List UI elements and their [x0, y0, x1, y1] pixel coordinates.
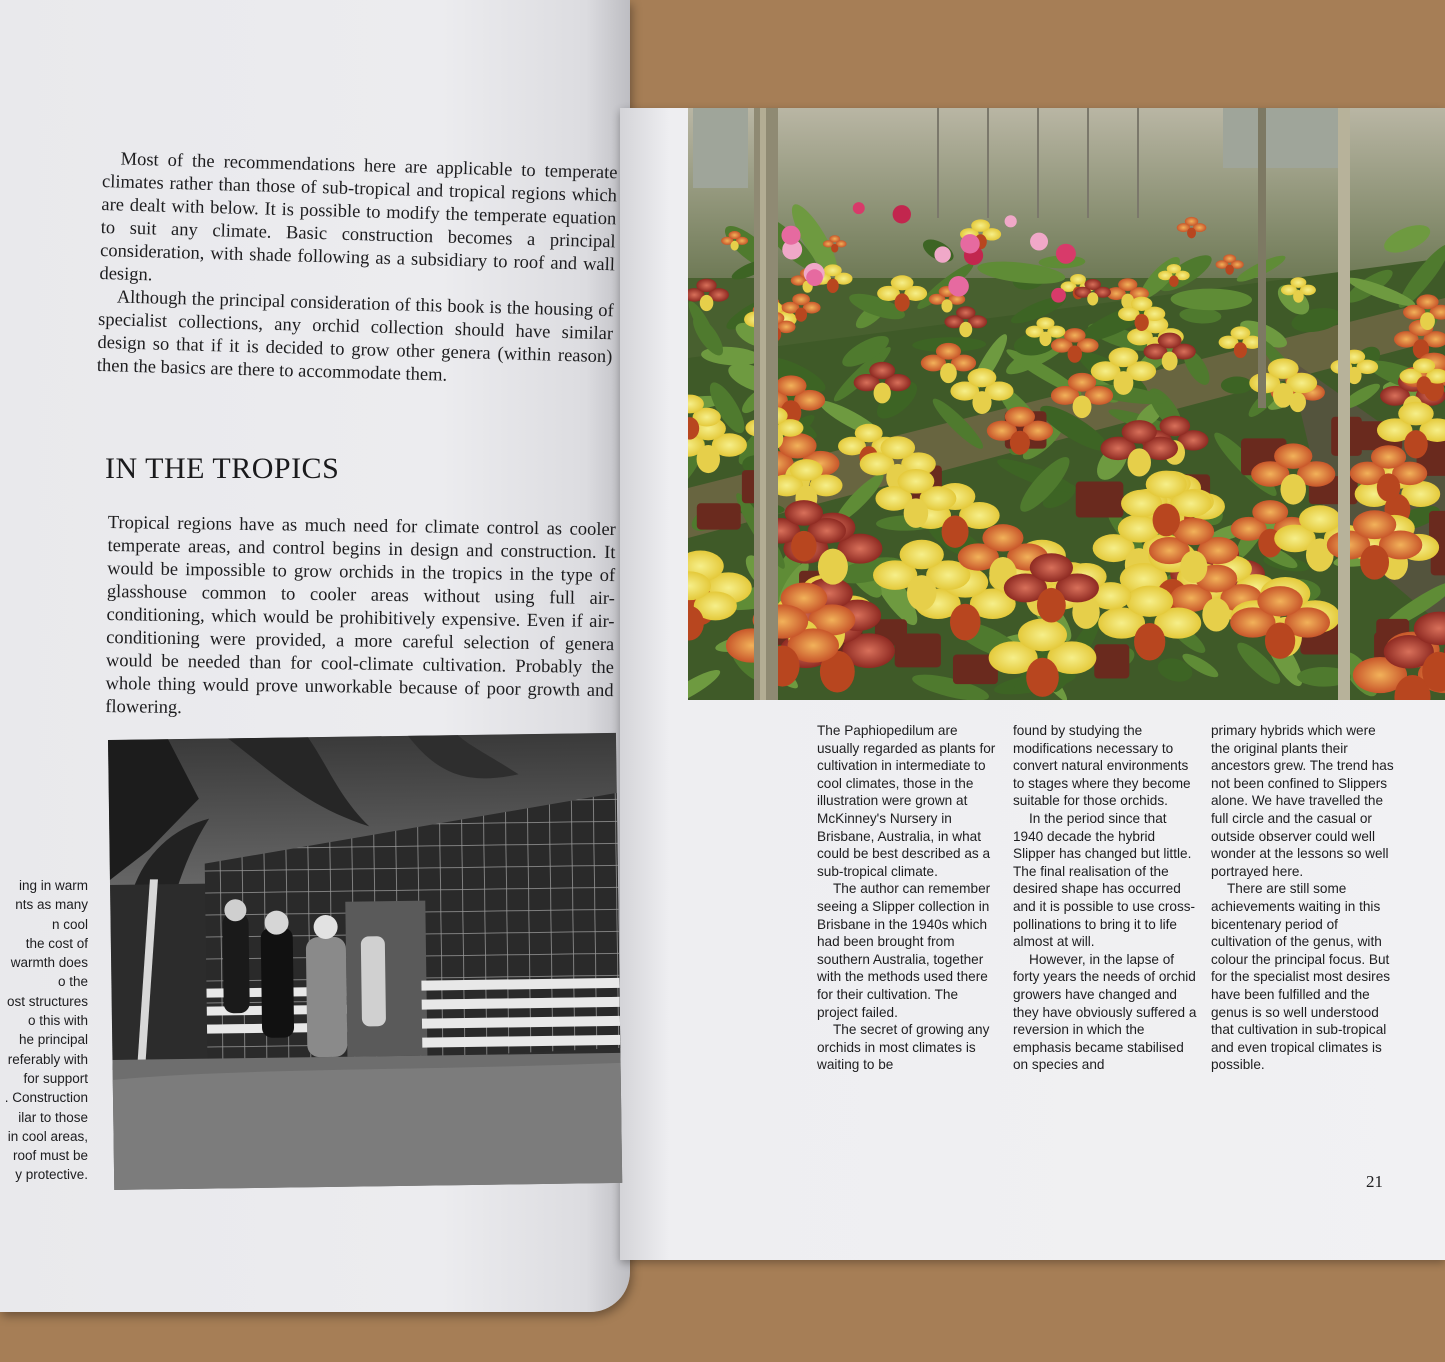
- side-text-line: referably with: [7, 1051, 88, 1067]
- caption-paragraph: There are still some achievements waiting in this bicentenary period of cultivation of the genus, with colour the principal focus. But for the specialist most desires have been fulfilled and the genus is so well understood that cultivation in sub-tropical and even tropical climates is possible.: [1211, 881, 1391, 1073]
- pot-shape: [1076, 482, 1124, 518]
- side-text-line: nts as many: [15, 897, 88, 913]
- side-text-line: the cost of: [25, 935, 88, 951]
- caption-paragraph: primary hybrids which were the original plants their ancestors grew. The trend has not been confined to Slippers alone. We have travelled the full circle and the casual or outside observer could well wonder at the lessons so well portrayed here.: [1211, 723, 1394, 879]
- orchid-greenhouse-illustration: [688, 108, 1445, 700]
- caption-paragraph: However, in the lapse of forty years the needs of orchid growers have changed and they have obviously suffered a reversion in which the emphasis became stabilised on species and: [1013, 951, 1197, 1073]
- side-text-line: ilar to those: [18, 1109, 88, 1125]
- pink-orchid-flower: [853, 202, 865, 214]
- side-text-line: y protective.: [15, 1167, 88, 1183]
- pink-orchid-flower: [1056, 244, 1076, 264]
- intro-paragraph: Most of the recommendations here are applicable to temperate climates rather than those of sub-tropical and tropical regions which are dealt with below. It is possible to modify the temperate equation to suit any climate. Basic construction becomes a principal consideration, with shade following as a subsidiary to roof and wall design.: [99, 149, 618, 286]
- color-photo-orchids: [688, 108, 1445, 700]
- side-text-line: o this with: [27, 1013, 88, 1029]
- side-text-line: in cool areas,: [7, 1128, 88, 1144]
- intro-paragraph: Although the principal consideration of this book is the housing of specialist collections, any orchid collection should have similar design so that if it is decided to grow other genera (within reason) then the basics are there to accommodate them.: [96, 287, 614, 386]
- pink-orchid-flower: [1030, 233, 1048, 251]
- pink-orchid-flower: [806, 269, 823, 286]
- side-text-line: ost structures: [6, 993, 88, 1009]
- caption-paragraph: The secret of growing any orchids in most climates is waiting to be: [817, 1022, 990, 1073]
- bw-photo-shadehouse: [108, 733, 622, 1190]
- side-text-line: . Construction: [4, 1090, 88, 1106]
- pot-shape: [1094, 644, 1129, 678]
- caption-paragraph: The author can remember seeing a Slipper collection in Brisbane in the 1940s which had been brought from southern Australia, together with the methods used there for their cultivation. The project failed.: [817, 881, 991, 1020]
- pot-shape: [895, 633, 941, 667]
- pink-orchid-flower: [781, 226, 800, 245]
- intro-text: [97, 148, 618, 392]
- caption-column-3: [1211, 722, 1396, 1074]
- caption-column-1: [817, 722, 1002, 1074]
- caption-paragraph: In the period since that 1940 decade the hybrid Slipper has changed but little. The final realisation of the desired shape has occurred and it is possible to use cross-pollinations to bring it to life almost at will.: [1013, 810, 1196, 950]
- pink-orchid-flower: [934, 246, 950, 262]
- side-text-line: roof must be: [12, 1148, 88, 1164]
- pink-orchid-flower: [1051, 288, 1066, 303]
- pink-orchid-flower: [893, 205, 911, 223]
- caption-paragraph: found by studying the modifications necessary to convert natural environments to stages where they become suitable for those orchids.: [1013, 723, 1191, 809]
- side-text-line: n cool: [51, 916, 88, 932]
- page-number: 21: [1366, 1172, 1383, 1191]
- tropics-text: [105, 512, 616, 726]
- side-text-fragment: [0, 876, 88, 1185]
- side-text-line: he principal: [18, 1032, 88, 1048]
- side-text-line: warmth does: [10, 955, 88, 971]
- side-text-line: ing in warm: [18, 878, 88, 893]
- side-text-line: o the: [57, 974, 88, 990]
- pink-orchid-flower: [948, 276, 968, 296]
- pink-orchid-flower: [960, 234, 979, 253]
- caption-column-2: [1013, 722, 1198, 1074]
- pot-shape: [697, 503, 741, 529]
- side-text-line: for support: [23, 1070, 88, 1086]
- bw-photo-illustration: [108, 733, 622, 1190]
- section-heading: IN THE TROPICS: [105, 452, 340, 485]
- caption-paragraph: The Paphiopedilum are usually regarded as plants for cultivation in intermediate to cool climates, those in the illustration were grown at McKinney's Nursery in Brisbane, Australia, in what could be best described as a sub-tropical climate.: [817, 723, 996, 879]
- tropics-paragraph: Tropical regions have as much need for climate control as cooler temperate areas, and control begins in design and construction. It would be impossible to grow orchids in the tropics in the type of glasshouse common to cooler areas without using full air-conditioning, which would be prohibitively expensive. Even if air-conditioning were provided, a more careful selection of genera would be needed than for cool-climate cultivation. Probably the whole thing would prove unworkable because of poor growth and flowering.: [105, 512, 616, 719]
- pink-orchid-flower: [1005, 215, 1017, 227]
